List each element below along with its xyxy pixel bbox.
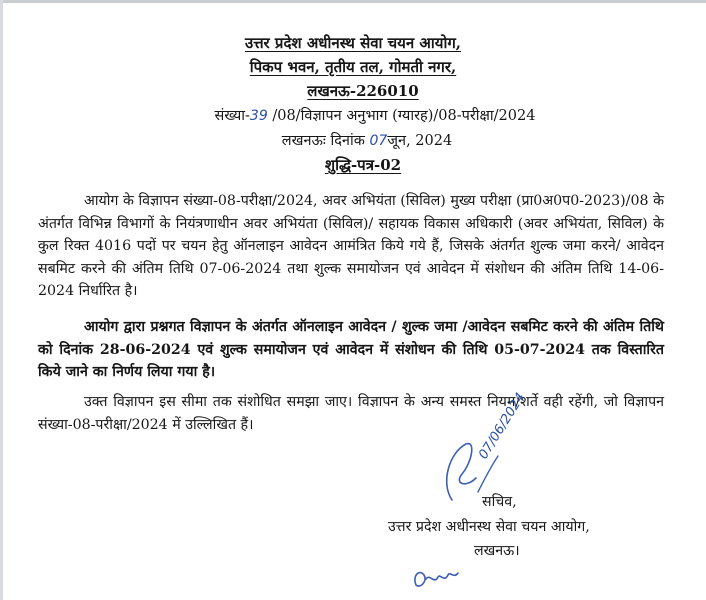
address-text: पिकप भवन, तृतीय तल, गोमती नगर,: [249, 58, 457, 76]
date-prefix: लखनऊः दिनांक: [281, 133, 370, 149]
org-name-text: उत्तर प्रदेश अधीनस्थ सेवा चयन आयोग,: [244, 34, 462, 52]
ref-suffix: /08/विज्ञापन अनुभाग (ग्यारह)/08-परीक्षा/2024: [272, 108, 536, 124]
city-pin: [10, 81, 706, 101]
signature-city: लखनऊ।: [474, 543, 520, 559]
document-title: [10, 155, 706, 175]
ref-prefix: संख्या-: [214, 108, 250, 124]
date-suffix: जून, 2024: [387, 133, 453, 149]
reference-number: [22, 106, 706, 126]
ref-handwritten-number: 39: [249, 108, 268, 124]
date-handwritten-day: 07: [369, 133, 388, 149]
address-line: [0, 57, 706, 77]
date-line: [14, 131, 706, 151]
scan-edge-left: [0, 0, 3, 600]
paragraph-3: उक्त विज्ञापन इस सीमा तक संशोधित समझा जाए। विज्ञापन के अन्य समस्त नियम/शर्ते वही रहेंगी, जो विज्ञापन संख्या-08-परीक्षा/2024 में उल्लिखित हैं।: [38, 394, 664, 433]
designation: सचिव,: [482, 494, 517, 510]
city-pin-text: लखनऊ-226010: [307, 82, 419, 100]
paragraph-1: आयोग के विज्ञापन संख्या-08-परीक्षा/2024, अवर अभियंता (सिविल) मुख्य परीक्षा (प्रा0अ0प0-2023)/08 के अंतर्गत विभिन्न विभागों के नियंत्रणाधीन अवर अभियंता (सिविल)/ सहायक विकास अधिकारी (अवर अभियंता, सिविल) के कुल रिक्त 4016 पदों पर चयन हेतु ऑनलाइन आवेदन आमंत्रित किये गये हैं, जिसके अंतर्गत शुल्क जमा करने/ आवेदन सबमिट करने की अंतिम तिथि 07-06-2024 तथा शुल्क समायोजन एवं आवेदन में संशोधन की अंतिम तिथि 14-06-2024 निर्धारित है।: [38, 193, 664, 299]
org-name-heading: [0, 33, 706, 53]
signature-handwritten-date: 07/06/2024: [476, 390, 529, 462]
signature-org-name: उत्तर प्रदेश अधीनस्थ सेवा चयन आयोग,: [388, 519, 590, 535]
initials-scribble: [410, 565, 470, 595]
paragraph-2: आयोग द्वारा प्रश्नगत विज्ञापन के अंतर्गत ऑनलाइन आवेदन / शुल्क जमा /आवेदन सबमिट करने की अंतिम तिथि को दिनांक 28-06-2024 एवं शुल्क समायोजन एवं आवेदन में संशोधन की तिथि 05-07-2024 तक विस्तारित किये जाने का निर्णय लिया गया है।: [38, 319, 664, 380]
document-title-text: शुद्धि-पत्र-02: [324, 156, 402, 174]
scan-edge-top: [0, 0, 706, 3]
